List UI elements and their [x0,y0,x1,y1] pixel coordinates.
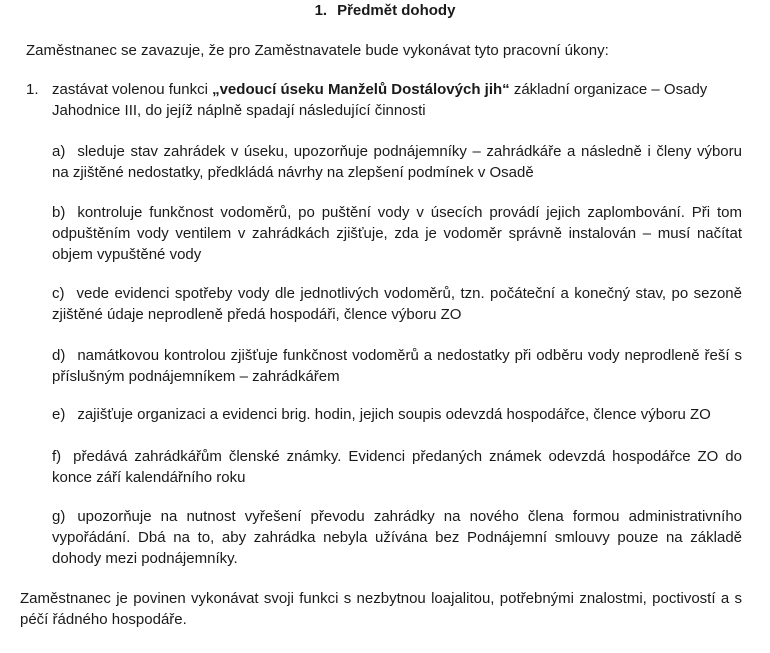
subitem-g [52,506,742,569]
subitem-letter: e) [52,406,66,423]
subitem-letter: f) [52,448,62,465]
item-number: 1. [26,81,39,98]
subitem-e [52,404,742,425]
closing-paragraph: Zaměstnanec je povinen vykonávat svoji funkci s nezbytnou loajalitou, potřebnými znalostmi, poctivostí a s péčí řádného hospodáře. [20,590,742,628]
item-text [52,79,742,121]
item-function-name: „vedoucí úseku Manželů Dostálových jih“ [212,81,510,98]
subitem-f [52,446,742,488]
item-text-after: základní organizace – Osady Jahodnice III, do jejíž náplně spadají následující činnosti [52,81,708,119]
subitem-b [52,202,742,265]
subitem-a [52,141,742,183]
item-text-before: zastávat volenou funkci [52,81,213,98]
subitem-text: upozorňuje na nutnost vyřešení převodu zahrádky na nového člena formou administrativního vypořádání. Dbá na to, aby zahrádka nebyla užívána bez Podnájemní smlouvy pouze na základě dohody mezi podnájemníky. [52,508,742,567]
subitem-text: zajišťuje organizaci a evidenci brig. hodin, jejich soupis odevzdá hospodářce, člence výboru ZO [77,406,711,423]
subitem-text: předává zahrádkářům členské známky. Evidenci předaných známek odevzdá hospodářce ZO do konce září kalendářního roku [52,448,742,486]
subitem-letter: g) [52,508,66,525]
subitem-letter: b) [52,204,66,221]
subitem-letter: c) [52,285,65,302]
subitem-c [52,283,742,325]
section-heading [0,0,770,21]
subitem-letter: a) [52,143,66,160]
subitem-letter: d) [52,347,66,364]
section-title: Předmět dohody [337,2,456,19]
subitem-d [52,345,742,387]
subitem-text: sleduje stav zahrádek v úseku, upozorňuje podnájemníky – zahrádkáře a následně i členy výboru na zjištěné nedostatky, předkládá návrhy na zlepšení podmínek v Osadě [52,143,742,181]
section-number: 1. [314,2,328,19]
subitem-text: namátkovou kontrolou zjišťuje funkčnost vodoměrů a nedostatky při odběru vody neprodleně řeší s příslušným podnájemníkem – zahrádkářem [52,347,742,385]
subitem-text: vede evidenci spotřeby vody dle jednotlivých vodoměrů, tzn. počáteční a konečný stav, po sezoně zjištěné údaje neprodleně předá hospodáři, člence výboru ZO [52,285,742,323]
intro-paragraph: Zaměstnanec se zavazuje, že pro Zaměstnavatele bude vykonávat tyto pracovní úkony: [26,42,609,59]
subitem-text: kontroluje funkčnost vodoměrů, po puštění vody v úsecích provádí jejich zaplombování. Při tom odpuštěním vody ventilem v zahrádkách zjišťuje, zda je vodoměr správně instalován – musí načítat objem vypuštěné vody [52,204,742,263]
